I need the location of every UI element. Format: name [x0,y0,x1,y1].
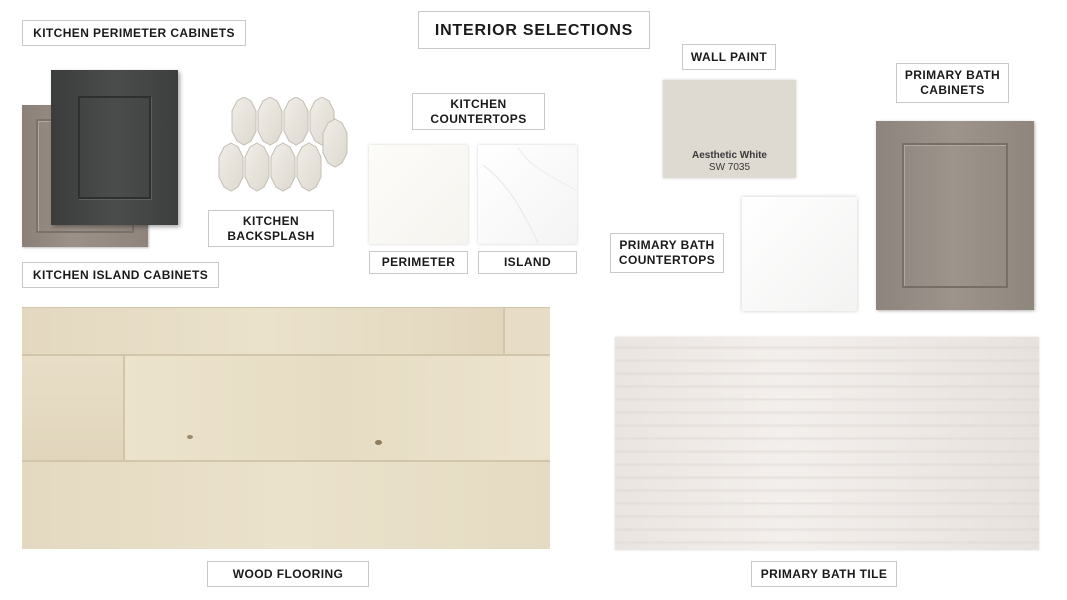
paint-color-name: Aesthetic White [691,150,767,161]
primary-bath-cabinet-swatch [876,121,1034,310]
primary-bath-tile-label: PRIMARY BATH TILE [751,561,897,587]
kitchen-backsplash-label: KITCHEN BACKSPLASH [208,210,334,247]
kitchen-island-cabinets-label: KITCHEN ISLAND CABINETS [22,262,219,288]
kitchen-backsplash-swatch [210,97,350,205]
kitchen-perimeter-countertop-swatch [369,145,468,244]
perimeter-label: PERIMETER [369,251,468,274]
wood-flooring-label: WOOD FLOORING [207,561,369,587]
primary-bath-countertop-swatch [742,197,857,311]
kitchen-countertops-label: KITCHEN COUNTERTOPS [412,93,545,130]
primary-bath-countertops-label: PRIMARY BATH COUNTERTOPS [610,233,724,273]
wood-flooring-swatch [22,307,550,549]
page-title: INTERIOR SELECTIONS [418,11,650,49]
wall-paint-label: WALL PAINT [682,44,776,70]
primary-bath-tile-swatch [615,337,1039,550]
kitchen-island-countertop-swatch [478,145,577,244]
kitchen-perimeter-cabinets-label: KITCHEN PERIMETER CABINETS [22,20,246,46]
primary-bath-cabinets-label: PRIMARY BATH CABINETS [896,63,1009,103]
paint-color-code: SW 7035 [708,162,751,173]
wall-paint-chip [663,80,796,178]
island-label: ISLAND [478,251,577,274]
kitchen-perimeter-cabinet-swatch [51,70,178,225]
